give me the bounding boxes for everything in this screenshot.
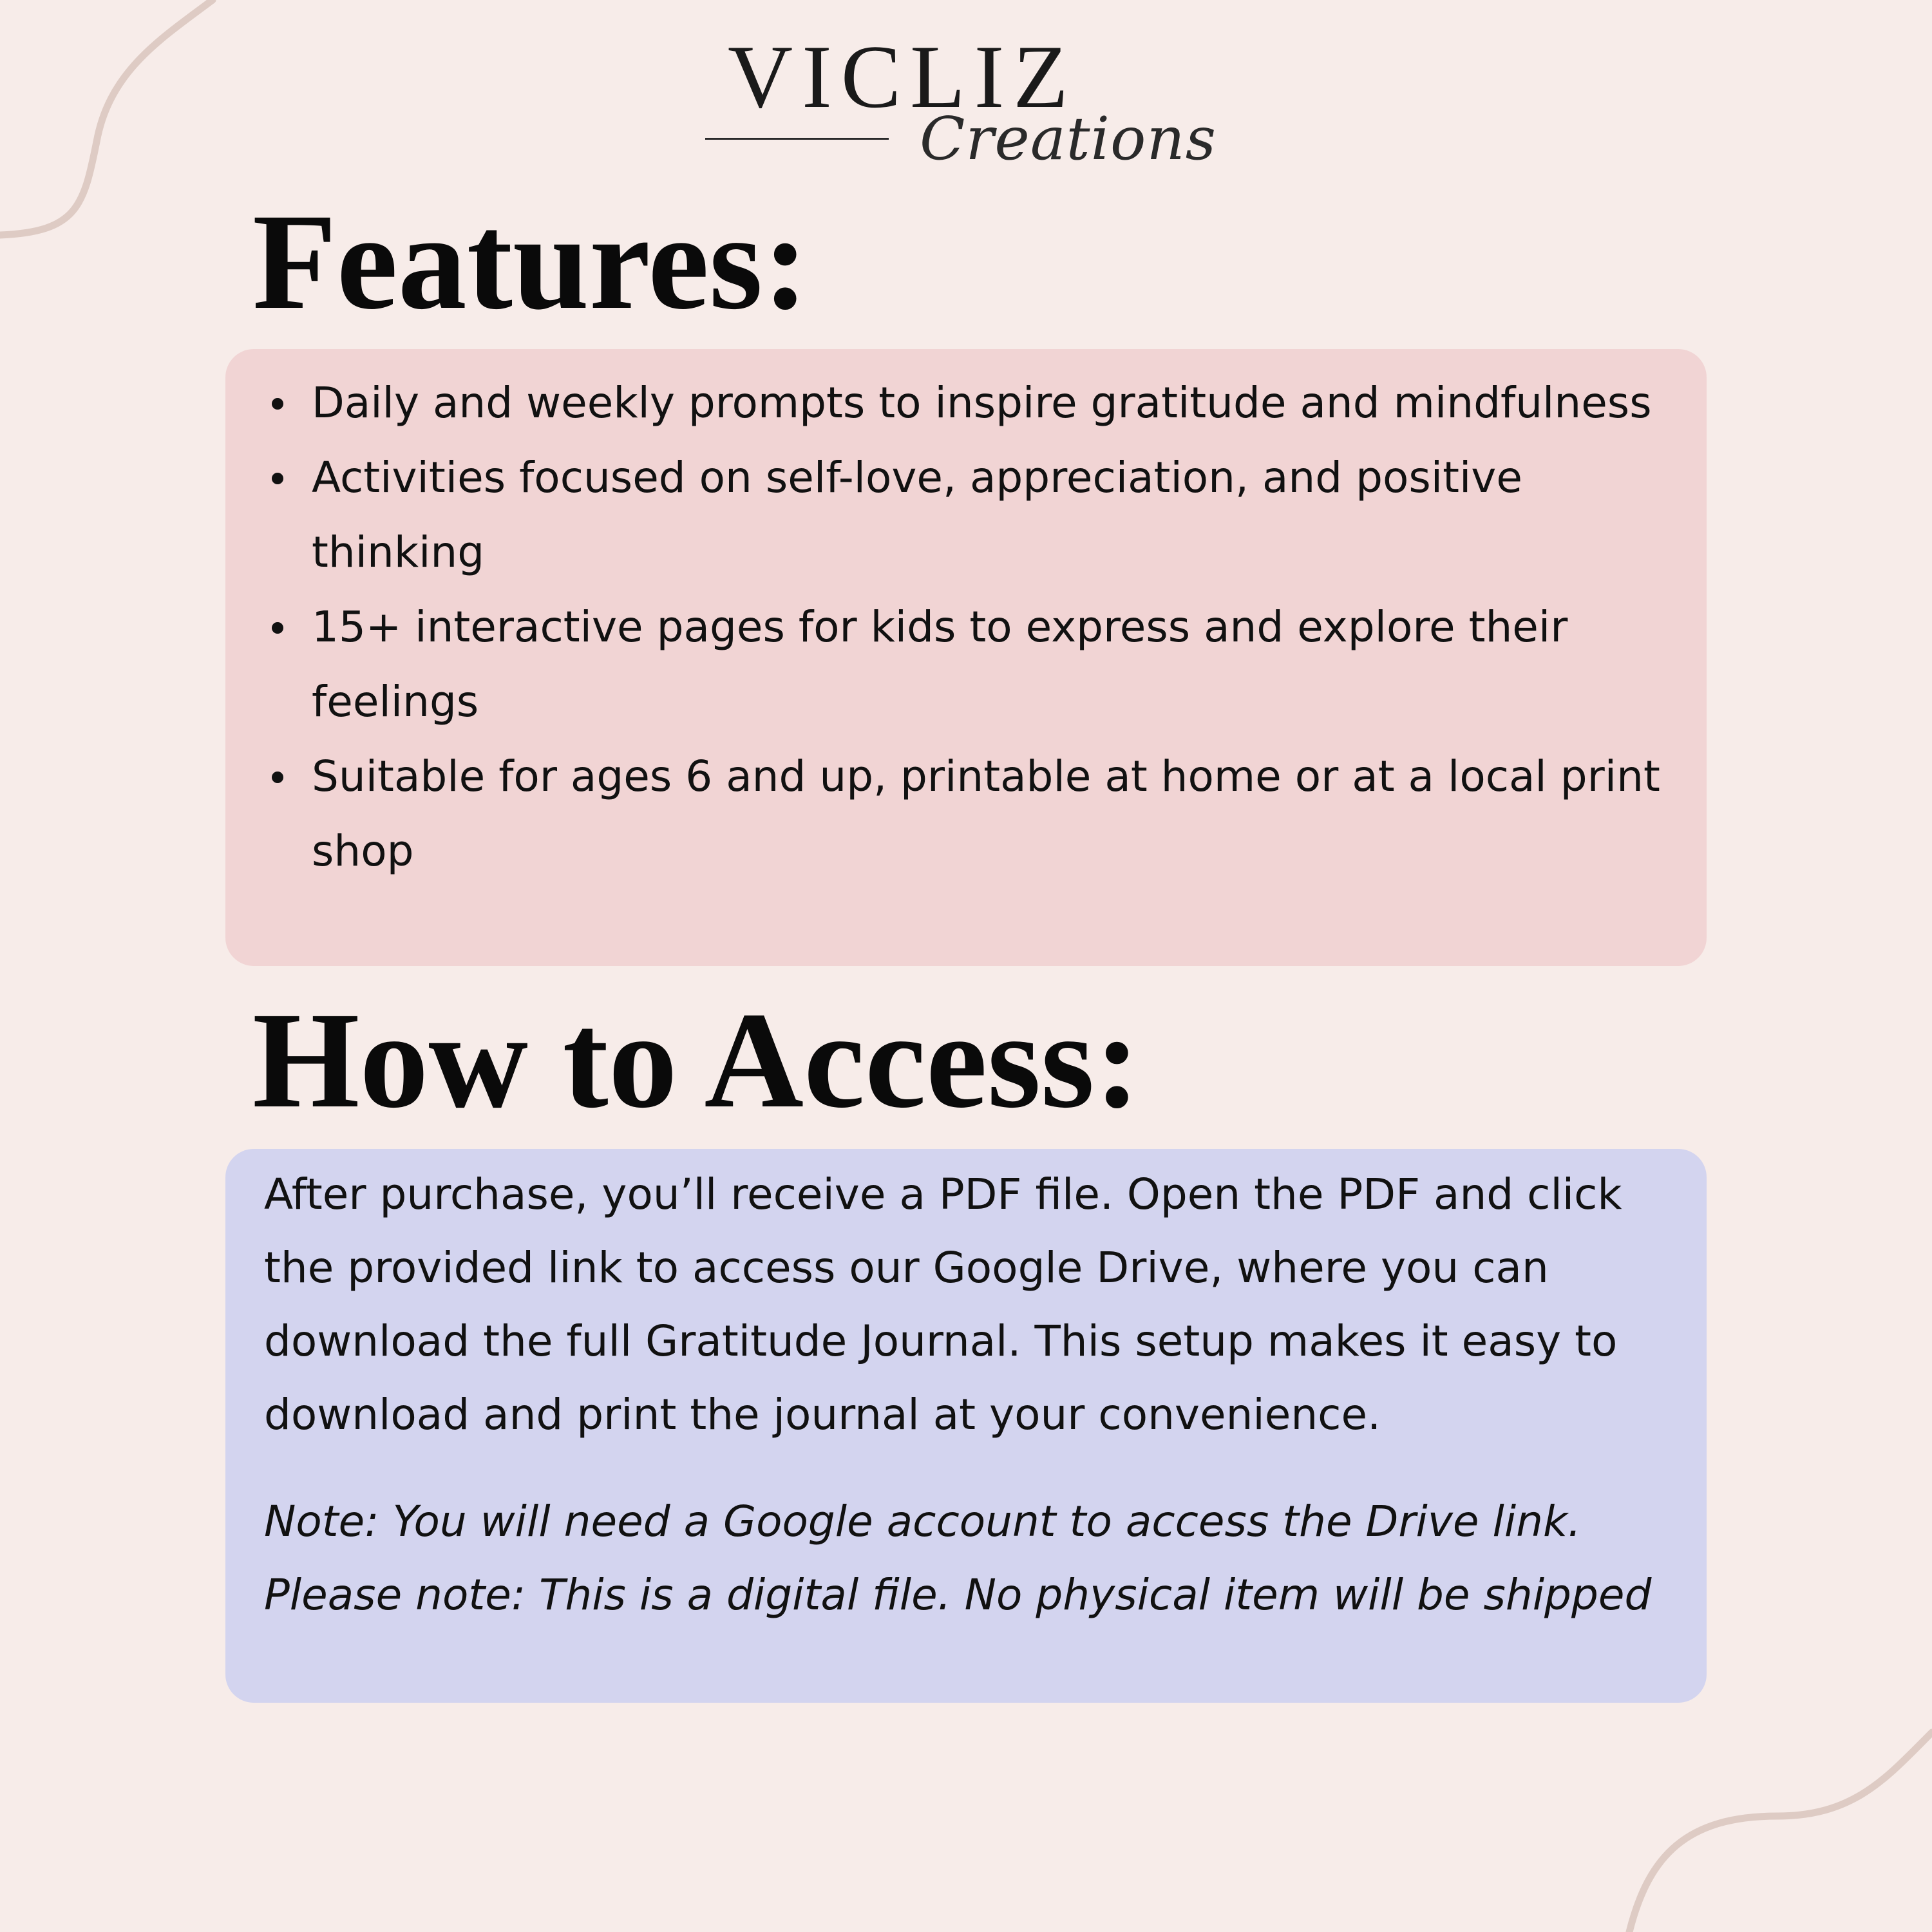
feature-item <box>225 366 1707 440</box>
features-heading: Features: <box>252 185 809 338</box>
access-panel <box>225 1149 1707 1703</box>
bullet-icon <box>272 622 283 634</box>
logo-script-text: Creations <box>920 104 1217 173</box>
access-heading: How to Access: <box>252 984 1141 1137</box>
logo-divider <box>705 138 889 140</box>
feature-item <box>225 739 1707 889</box>
feature-text: Activities focused on self-love, appreciation, and positive thinking <box>312 453 1522 577</box>
bullet-icon <box>272 772 283 783</box>
feature-text: Daily and weekly prompts to inspire gratitude and mindfulness <box>312 378 1652 428</box>
access-note: Note: You will need a Google account to access the Drive link. Please note: This is a digital file. No physical item will be shipped <box>264 1497 1652 1620</box>
logo-wordmark: VICLIZ <box>728 27 1077 127</box>
features-panel <box>225 349 1707 966</box>
access-instructions: After purchase, you’ll receive a PDF file. Open the PDF and click the provided link to access our Google Drive, where you can download the full Gratitude Journal. This setup makes it easy to download and print the journal at your convenience. <box>264 1170 1622 1439</box>
feature-item <box>225 440 1707 590</box>
bullet-icon <box>272 398 283 410</box>
brand-logo <box>702 27 1217 187</box>
feature-item <box>225 590 1707 739</box>
feature-text: Suitable for ages 6 and up, printable at home or at a local print shop <box>312 752 1660 876</box>
bullet-icon <box>272 473 283 484</box>
feature-text: 15+ interactive pages for kids to express and explore their feelings <box>312 602 1568 726</box>
features-list <box>225 366 1707 889</box>
